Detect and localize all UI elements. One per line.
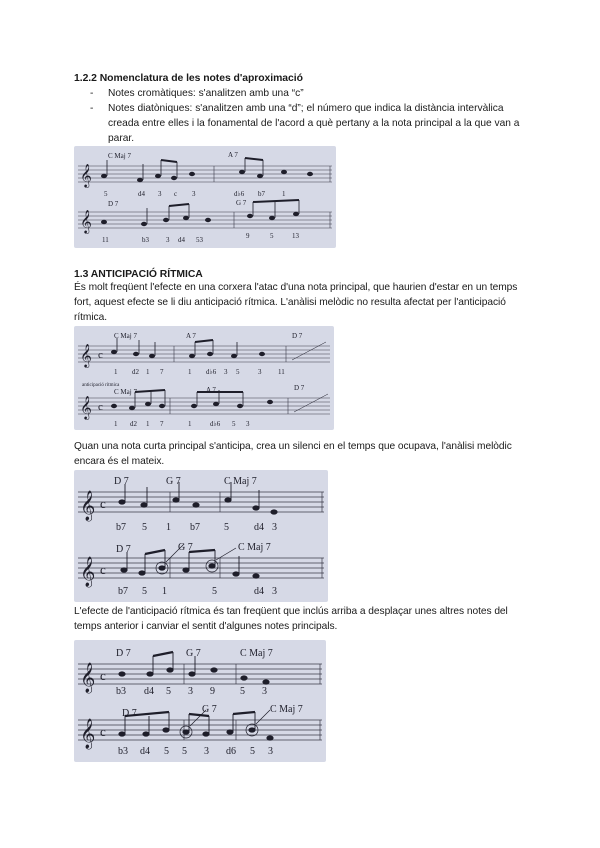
chord-symbol: D 7 (294, 384, 305, 392)
analysis-label: 3 (246, 420, 250, 428)
analysis-label: 3 (192, 190, 196, 198)
score-example-3 (74, 470, 328, 602)
chord-symbol: D 7 (116, 544, 131, 555)
analysis-label: 1 (282, 190, 286, 198)
analysis-label: 1 (146, 368, 150, 376)
analysis-label: 5 (166, 686, 171, 697)
score-example-2-svg (74, 326, 334, 430)
time-signature: c (100, 724, 106, 739)
analysis-label: b7 (118, 586, 128, 597)
analysis-label: 5 (142, 586, 147, 597)
analysis-label: d2 (130, 420, 137, 428)
chord-symbol: A 7 (186, 332, 196, 340)
chord-symbol: D 7 (122, 708, 137, 719)
chord-symbol: D 7 (292, 332, 303, 340)
analysis-label: b3 (116, 686, 126, 697)
analysis-label: d4 (144, 686, 154, 697)
chord-symbol: G 7 (186, 648, 201, 659)
analysis-label: 3 (204, 746, 209, 757)
analysis-label: b7 (258, 190, 265, 198)
bullet-item (90, 86, 530, 101)
paragraph-2: Quan una nota curta principal s'anticipa, crea un silenci en el temps que ocupava, l'anàlisi melòdic encara és el mateix. (74, 441, 512, 467)
treble-clef-icon: 𝄞 (80, 491, 96, 520)
analysis-label: 7 (160, 420, 164, 428)
analysis-label: 1 (166, 522, 171, 533)
section-heading-nomenclatura: 1.2.2 Nomenclatura de les notes d'aproximació (74, 73, 303, 84)
chord-symbol: C Maj 7 (238, 542, 271, 553)
analysis-label: d4 (138, 190, 145, 198)
chord-symbol: A 7 (228, 151, 238, 159)
analysis-label: 1 (114, 368, 118, 376)
analysis-label: 3 (224, 368, 228, 376)
chord-symbol: D 7 (108, 200, 119, 208)
bullet-dash: - (90, 103, 94, 114)
analysis-label: 3 (272, 522, 277, 533)
chord-symbol: G 7 (178, 542, 193, 553)
analysis-label: 9 (246, 232, 250, 240)
analysis-label: 5 (236, 368, 240, 376)
analysis-label: d4 (140, 746, 150, 757)
chord-symbol: C Maj 7 (108, 152, 131, 160)
analysis-label: 5 (182, 746, 187, 757)
time-signature: c (98, 349, 103, 361)
analysis-label: 5 (224, 522, 229, 533)
analysis-label: d♭6 (206, 368, 217, 376)
chord-symbol: D 7 (114, 476, 129, 487)
treble-clef-icon: 𝄞 (80, 211, 92, 233)
bullet-text: Notes cromàtiques: s'analitzen amb una “c” (108, 88, 304, 99)
score-example-2 (74, 326, 334, 430)
treble-clef-icon: 𝄞 (80, 397, 92, 419)
treble-clef-icon: 𝄞 (80, 719, 96, 748)
analysis-label: 13 (292, 232, 299, 240)
analysis-label: 1 (188, 368, 192, 376)
analysis-label: 3 (188, 686, 193, 697)
bullet-item (90, 101, 530, 146)
analysis-label: d♭6 (210, 420, 221, 428)
paragraph-1: És molt freqüent l'efecte en una corxera l'atac d'una nota principal, que haurien d'estar en un temps fort, aquest efecte se li diu anticipació rítmica. L'anàlisi melòdic no resulta afectat per l'anticipació rítmica. (74, 282, 518, 323)
section-heading-anticipacio: 1.3 ANTICIPACIÓ RÍTMICA (74, 269, 203, 280)
analysis-label: d4 (254, 522, 264, 533)
analysis-label: 11 (278, 368, 285, 376)
chord-symbol: A 7 (206, 386, 216, 394)
score-example-4-svg (74, 640, 326, 762)
analysis-label: 3 (258, 368, 262, 376)
time-signature: c (100, 496, 106, 511)
analysis-label: 1 (188, 420, 192, 428)
analysis-label: c (174, 190, 178, 198)
analysis-label: d4 (254, 586, 264, 597)
analysis-label: 1 (162, 586, 167, 597)
score-example-4 (74, 640, 326, 762)
analysis-label: 3 (158, 190, 162, 198)
analysis-label: 5 (164, 746, 169, 757)
score-example-3-svg (74, 470, 328, 602)
treble-clef-icon: 𝄞 (80, 345, 92, 367)
analysis-label: d6 (226, 746, 236, 757)
analysis-label: 5 (250, 746, 255, 757)
time-signature: c (98, 401, 103, 413)
chord-symbol: C Maj 7 (240, 648, 273, 659)
analysis-label: 5 (270, 232, 274, 240)
treble-clef-icon: 𝄞 (80, 663, 96, 692)
score-example-1 (74, 146, 336, 248)
chord-symbol: G 7 (236, 199, 247, 207)
analysis-label: 9 (210, 686, 215, 697)
analysis-label: b3 (118, 746, 128, 757)
analysis-label: 1 (114, 420, 118, 428)
analysis-label: b7 (190, 522, 200, 533)
example-label: anticipació rítmica (82, 383, 120, 388)
score-example-1-svg (74, 146, 336, 248)
chord-symbol: G 7 (202, 704, 217, 715)
analysis-label: 3 (268, 746, 273, 757)
analysis-label: 5 (142, 522, 147, 533)
paragraph-3: L'efecte de l'anticipació rítmica és tan freqüent que inclús arriba a desplaçar unes altres notes del temps anterior i canviar el sentit d'algunes notes principals. (74, 606, 508, 632)
time-signature: c (100, 562, 106, 577)
analysis-label: 53 (196, 236, 203, 244)
bullet-list (90, 86, 530, 146)
time-signature: c (100, 668, 106, 683)
analysis-label: d2 (132, 368, 139, 376)
analysis-label: 5 (212, 586, 217, 597)
chord-symbol: C Maj 7 (114, 332, 137, 340)
analysis-label: d♭6 (234, 190, 245, 198)
analysis-label: 5 (232, 420, 236, 428)
analysis-label: b3 (142, 236, 149, 244)
chord-symbol: D 7 (116, 648, 131, 659)
analysis-label: 3 (272, 586, 277, 597)
chord-symbol: C Maj 7 (224, 476, 257, 487)
analysis-label: 3 (262, 686, 267, 697)
analysis-label: 11 (102, 236, 109, 244)
chord-symbol: C Maj 7 (270, 704, 303, 715)
chord-symbol: C Maj 7 (114, 388, 137, 396)
bullet-dash: - (90, 88, 94, 99)
analysis-label: 5 (240, 686, 245, 697)
bullet-text: Notes diatòniques: s'analitzen amb una “d”; el número que indica la distància intervàlica creada entre elles i la fonamental de l'acord a què pertany a la nota principal a la que van a parar. (108, 103, 520, 144)
chord-symbol: G 7 (166, 476, 181, 487)
analysis-label: 3 (166, 236, 170, 244)
analysis-label: 1 (146, 420, 150, 428)
analysis-label: 7 (160, 368, 164, 376)
analysis-label: b7 (116, 522, 126, 533)
analysis-label: d4 (178, 236, 185, 244)
treble-clef-icon: 𝄞 (80, 165, 92, 187)
analysis-label: 5 (104, 190, 108, 198)
treble-clef-icon: 𝄞 (80, 557, 96, 586)
